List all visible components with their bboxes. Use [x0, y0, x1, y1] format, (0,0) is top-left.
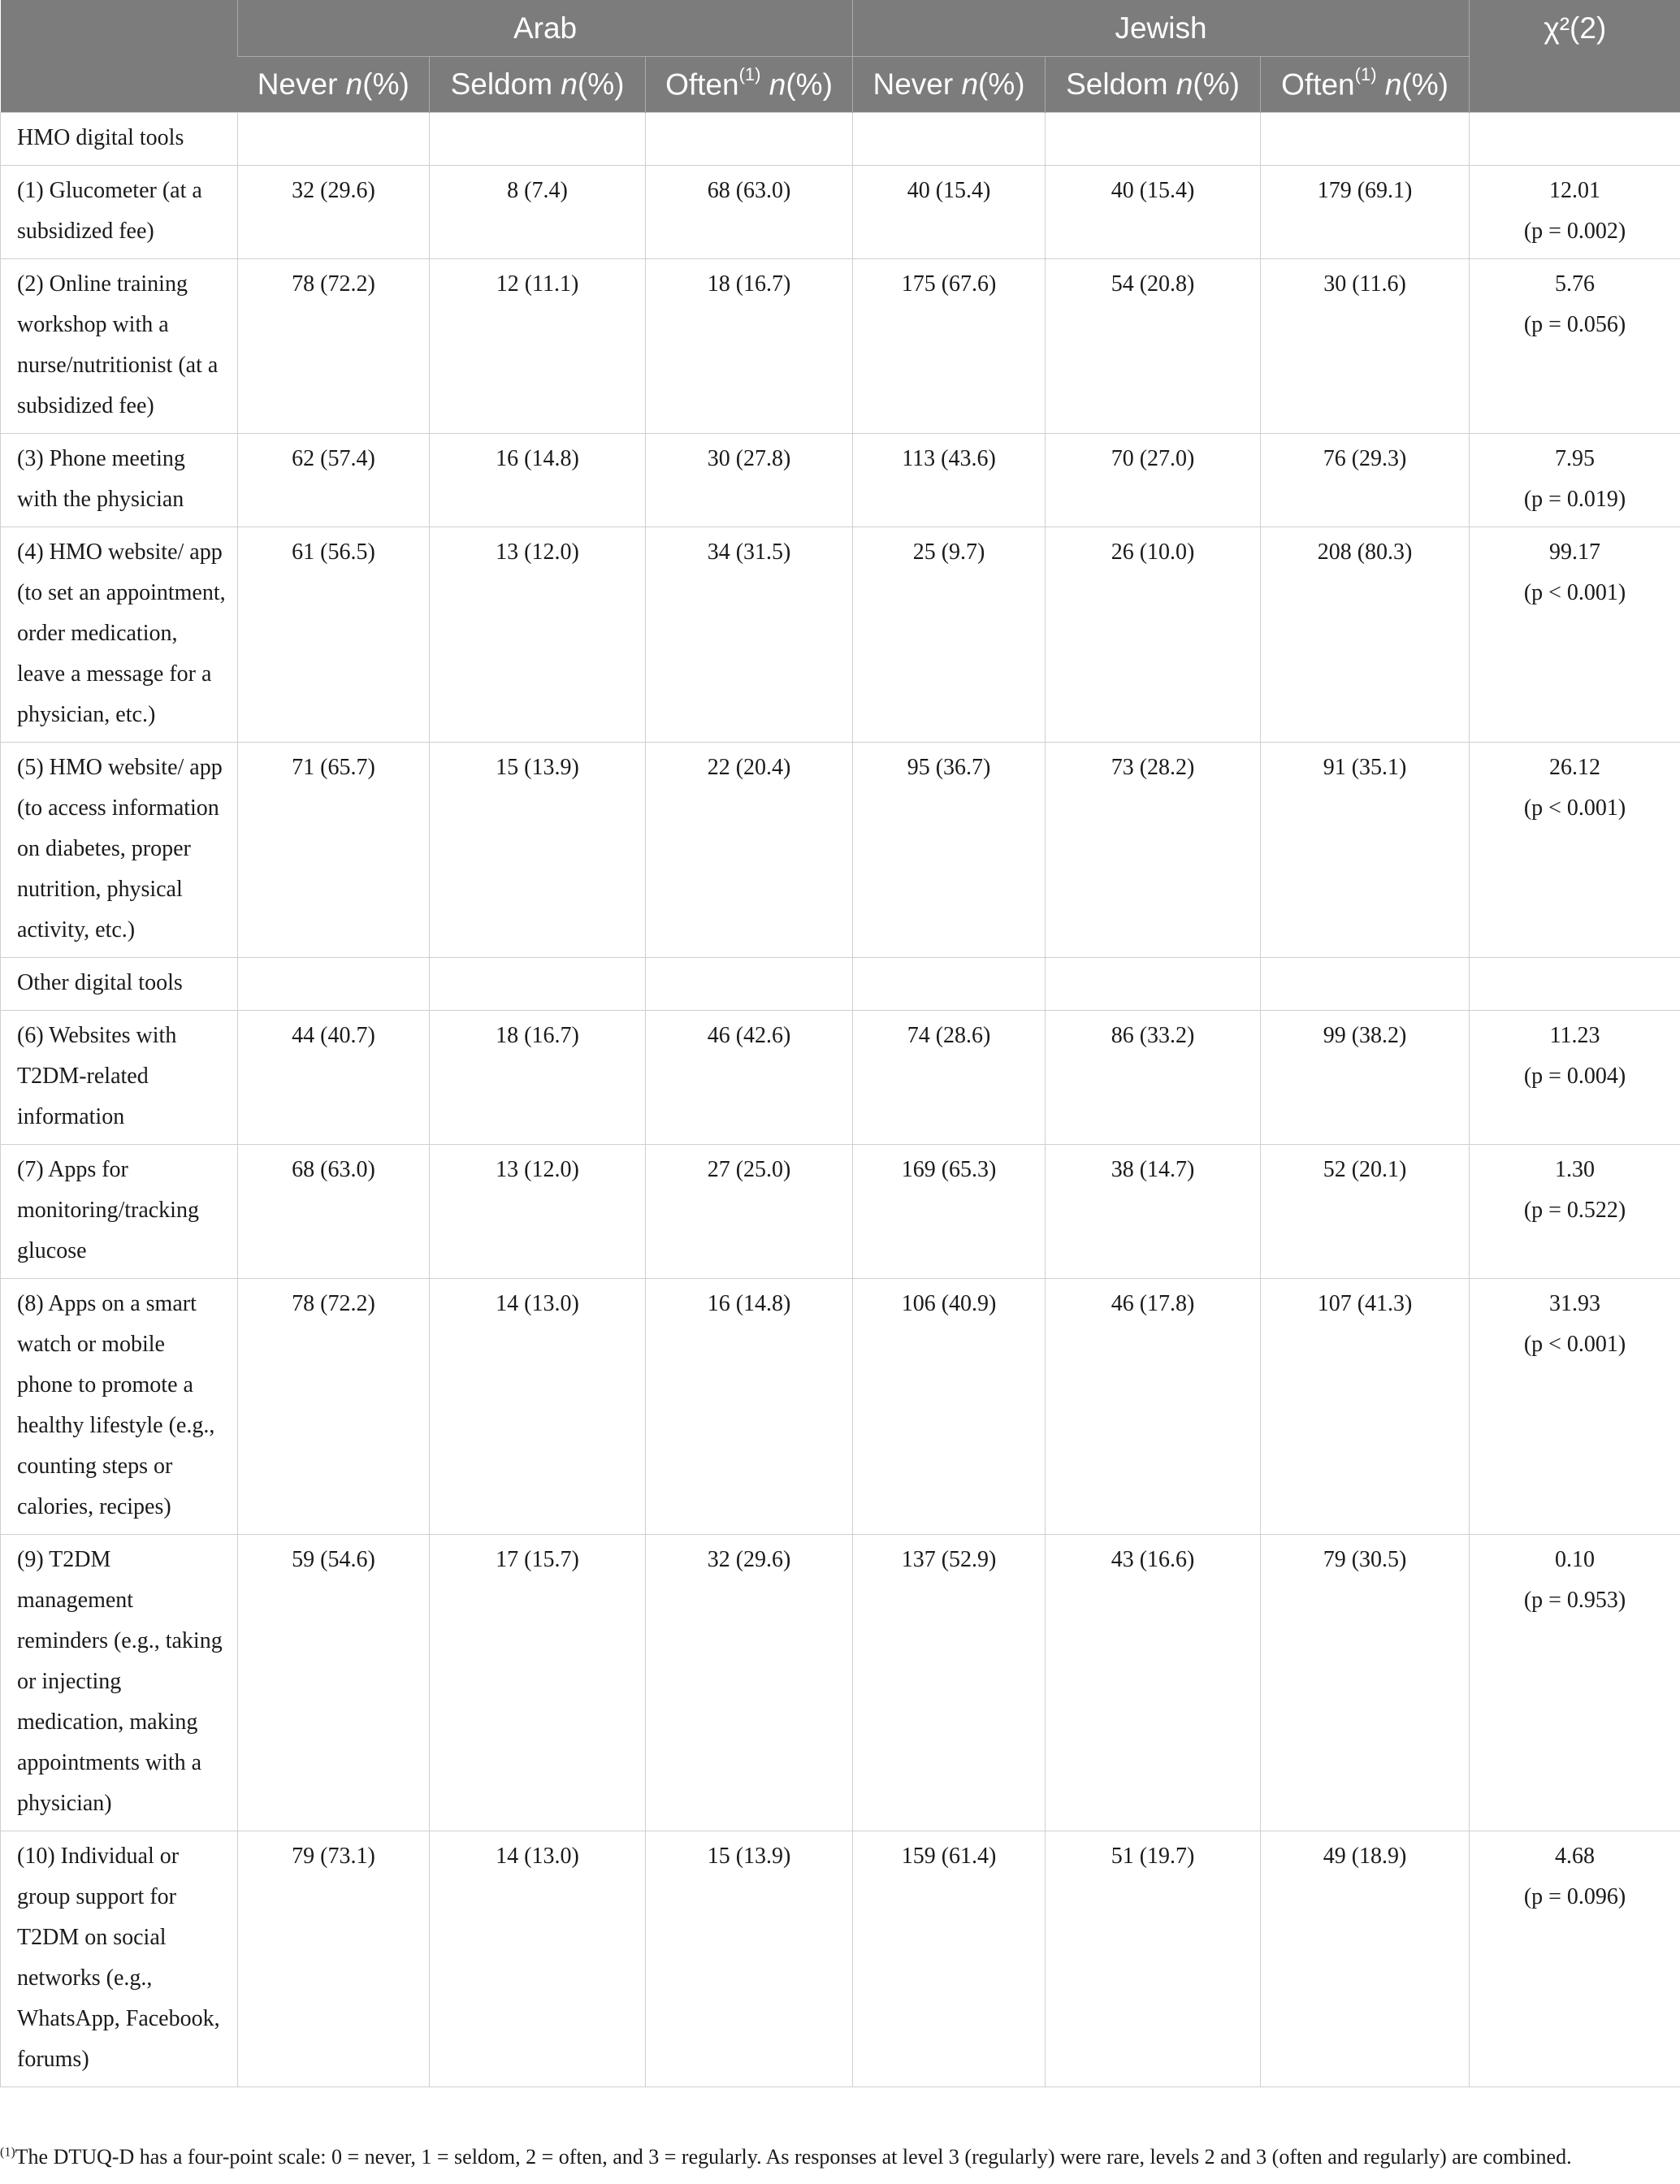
- header-col-often-arab: [646, 57, 853, 113]
- value-cell: 46 (42.6): [646, 1011, 853, 1145]
- value-cell: 32 (29.6): [238, 166, 430, 259]
- n-label: n: [1384, 67, 1402, 102]
- header-chi-square: χ²(2): [1470, 0, 1680, 57]
- p-value: (p = 0.522): [1523, 1198, 1626, 1223]
- value-cell: 74 (28.6): [853, 1011, 1046, 1145]
- table-row: [1, 166, 1680, 259]
- chi-square-cell: [1470, 259, 1680, 434]
- section-row: [1, 113, 1680, 166]
- value-cell: 14 (13.0): [430, 1279, 646, 1535]
- table-row: [1, 434, 1680, 527]
- table-row: [1, 1279, 1680, 1535]
- empty-cell: [1046, 113, 1261, 166]
- header-col-never-arab: [238, 57, 430, 113]
- chi-square-cell: [1470, 743, 1680, 958]
- n-label: n: [769, 67, 786, 102]
- pct-label: (%): [786, 67, 833, 102]
- value-cell: 76 (29.3): [1261, 434, 1470, 527]
- col-name: Never: [872, 67, 954, 101]
- value-cell: 68 (63.0): [646, 166, 853, 259]
- chi-square-cell: [1470, 434, 1680, 527]
- p-value: (p = 0.004): [1523, 1064, 1626, 1089]
- value-cell: 61 (56.5): [238, 527, 430, 743]
- value-cell: 12 (11.1): [430, 259, 646, 434]
- chi-square-cell: [1470, 1011, 1680, 1145]
- value-cell: 106 (40.9): [853, 1279, 1046, 1535]
- col-name: Seldom: [1066, 67, 1168, 101]
- value-cell: 68 (63.0): [238, 1145, 430, 1279]
- value-cell: 169 (65.3): [853, 1145, 1046, 1279]
- row-label: (5) HMO website/ app (to access information on diabetes, proper nutrition, physical activity, etc.): [1, 743, 238, 958]
- value-cell: 46 (17.8): [1046, 1279, 1261, 1535]
- value-cell: 179 (69.1): [1261, 166, 1470, 259]
- value-cell: 79 (30.5): [1261, 1535, 1470, 1831]
- header-column-row: [1, 57, 1680, 113]
- chi-square-value: 5.76: [1555, 271, 1596, 297]
- value-cell: 51 (19.7): [1046, 1831, 1261, 2087]
- value-cell: 107 (41.3): [1261, 1279, 1470, 1535]
- value-cell: 86 (33.2): [1046, 1011, 1261, 1145]
- value-cell: 95 (36.7): [853, 743, 1046, 958]
- chi-square-value: 0.10: [1555, 1547, 1596, 1572]
- footnote-text: The DTUQ-D has a four-point scale: 0 = never, 1 = seldom, 2 = often, and 3 = regularly. As responses at level 3 (regularly) were rare, levels 2 and 3 (often and regularly) are combined.: [15, 2145, 1572, 2169]
- value-cell: 137 (52.9): [853, 1535, 1046, 1831]
- header-col-seldom-jewish: [1046, 57, 1261, 113]
- empty-cell: [646, 113, 853, 166]
- chi-square-value: 4.68: [1555, 1844, 1596, 1869]
- value-cell: 73 (28.2): [1046, 743, 1261, 958]
- p-value: (p = 0.056): [1523, 312, 1626, 337]
- value-cell: 71 (65.7): [238, 743, 430, 958]
- empty-cell: [646, 958, 853, 1011]
- col-name: Seldom: [450, 67, 553, 101]
- often-footnote-marker: (1): [1354, 63, 1377, 84]
- p-value: (p = 0.096): [1523, 1884, 1626, 1909]
- row-label: (8) Apps on a smart watch or mobile phone to promote a healthy lifestyle (e.g., counting steps or calories, recipes): [1, 1279, 238, 1535]
- value-cell: 43 (16.6): [1046, 1535, 1261, 1831]
- table-row: [1, 1535, 1680, 1831]
- section-row: [1, 958, 1680, 1011]
- value-cell: 44 (40.7): [238, 1011, 430, 1145]
- table-row: [1, 1831, 1680, 2087]
- value-cell: 52 (20.1): [1261, 1145, 1470, 1279]
- value-cell: 18 (16.7): [646, 259, 853, 434]
- header-col-seldom-arab: [430, 57, 646, 113]
- section-title: HMO digital tools: [1, 113, 238, 166]
- header-group-arab: Arab: [238, 0, 853, 57]
- value-cell: 18 (16.7): [430, 1011, 646, 1145]
- empty-cell: [1261, 958, 1470, 1011]
- row-label: (7) Apps for monitoring/tracking glucose: [1, 1145, 238, 1279]
- header-col-often-jewish: [1261, 57, 1470, 113]
- value-cell: 40 (15.4): [1046, 166, 1261, 259]
- chi-square-cell: [1470, 1831, 1680, 2087]
- footnote-marker: (1): [0, 2145, 15, 2160]
- col-name: Never: [257, 67, 338, 101]
- value-cell: 159 (61.4): [853, 1831, 1046, 2087]
- header-group-jewish: Jewish: [853, 0, 1470, 57]
- table-row: [1, 1145, 1680, 1279]
- value-cell: 34 (31.5): [646, 527, 853, 743]
- value-cell: 27 (25.0): [646, 1145, 853, 1279]
- value-cell: 13 (12.0): [430, 1145, 646, 1279]
- empty-cell: [1470, 113, 1680, 166]
- pct-label: (%): [1193, 67, 1240, 101]
- value-cell: 78 (72.2): [238, 259, 430, 434]
- value-cell: 22 (20.4): [646, 743, 853, 958]
- table-row: [1, 743, 1680, 958]
- empty-cell: [853, 113, 1046, 166]
- pct-label: (%): [362, 67, 409, 101]
- value-cell: 16 (14.8): [646, 1279, 853, 1535]
- value-cell: 40 (15.4): [853, 166, 1046, 259]
- value-cell: 25 (9.7): [853, 527, 1046, 743]
- value-cell: 26 (10.0): [1046, 527, 1261, 743]
- chi-square-value: 12.01: [1549, 178, 1601, 203]
- p-value: (p = 0.002): [1523, 219, 1626, 244]
- value-cell: 49 (18.9): [1261, 1831, 1470, 2087]
- header-col-never-jewish: [853, 57, 1046, 113]
- value-cell: 91 (35.1): [1261, 743, 1470, 958]
- chi-square-cell: [1470, 1535, 1680, 1831]
- table-row: [1, 259, 1680, 434]
- n-label: n: [961, 67, 979, 101]
- value-cell: 62 (57.4): [238, 434, 430, 527]
- n-label: n: [561, 67, 578, 101]
- pct-label: (%): [978, 67, 1025, 101]
- row-label: (3) Phone meeting with the physician: [1, 434, 238, 527]
- empty-cell: [238, 958, 430, 1011]
- p-value: (p = 0.953): [1523, 1588, 1626, 1613]
- value-cell: 59 (54.6): [238, 1535, 430, 1831]
- pct-label: (%): [577, 67, 625, 101]
- value-cell: 30 (27.8): [646, 434, 853, 527]
- value-cell: 32 (29.6): [646, 1535, 853, 1831]
- value-cell: 15 (13.9): [646, 1831, 853, 2087]
- value-cell: 15 (13.9): [430, 743, 646, 958]
- value-cell: 175 (67.6): [853, 259, 1046, 434]
- col-name: Often: [665, 67, 739, 102]
- empty-cell: [430, 113, 646, 166]
- empty-cell: [238, 113, 430, 166]
- table-footnote: [0, 2145, 1680, 2169]
- value-cell: 78 (72.2): [238, 1279, 430, 1535]
- chi-square-value: 1.30: [1555, 1157, 1596, 1182]
- empty-cell: [1046, 958, 1261, 1011]
- empty-cell: [1261, 113, 1470, 166]
- chi-square-value: 7.95: [1555, 446, 1596, 471]
- empty-cell: [1470, 958, 1680, 1011]
- row-label: (2) Online training workshop with a nurse/nutritionist (at a subsidized fee): [1, 259, 238, 434]
- often-footnote-marker: (1): [738, 63, 761, 84]
- value-cell: 30 (11.6): [1261, 259, 1470, 434]
- chi-square-cell: [1470, 527, 1680, 743]
- chi-square-value: 11.23: [1549, 1023, 1600, 1048]
- chi-square-cell: [1470, 166, 1680, 259]
- row-label: (4) HMO website/ app (to set an appointment, order medication, leave a message for a physician, etc.): [1, 527, 238, 743]
- table-header: [1, 0, 1680, 113]
- chi-square-value: 26.12: [1549, 755, 1601, 780]
- chi-square-cell: [1470, 1279, 1680, 1535]
- value-cell: 14 (13.0): [430, 1831, 646, 2087]
- empty-cell: [430, 958, 646, 1011]
- row-label: (1) Glucometer (at a subsidized fee): [1, 166, 238, 259]
- row-label: (6) Websites with T2DM-related information: [1, 1011, 238, 1145]
- table-row: [1, 527, 1680, 743]
- section-title: Other digital tools: [1, 958, 238, 1011]
- value-cell: 113 (43.6): [853, 434, 1046, 527]
- p-value: (p = 0.019): [1523, 487, 1626, 512]
- value-cell: 8 (7.4): [430, 166, 646, 259]
- chi-square-value: 99.17: [1549, 540, 1601, 565]
- table-row: [1, 1011, 1680, 1145]
- value-cell: 208 (80.3): [1261, 527, 1470, 743]
- col-name: Often: [1281, 67, 1355, 102]
- n-label: n: [1176, 67, 1193, 101]
- p-value: (p < 0.001): [1523, 795, 1626, 821]
- table-body: [1, 113, 1680, 2087]
- header-chi-blank: [1470, 57, 1680, 113]
- value-cell: 54 (20.8): [1046, 259, 1261, 434]
- row-label: (9) T2DM management reminders (e.g., taking or injecting medication, making appointments with a physician): [1, 1535, 238, 1831]
- p-value: (p < 0.001): [1523, 580, 1626, 605]
- value-cell: 13 (12.0): [430, 527, 646, 743]
- row-label: (10) Individual or group support for T2DM on social networks (e.g., WhatsApp, Facebook, forums): [1, 1831, 238, 2087]
- n-label: n: [345, 67, 363, 101]
- pct-label: (%): [1401, 67, 1448, 102]
- chi-square-value: 31.93: [1549, 1291, 1601, 1316]
- value-cell: 70 (27.0): [1046, 434, 1261, 527]
- value-cell: 38 (14.7): [1046, 1145, 1261, 1279]
- header-group-row: [1, 0, 1680, 57]
- value-cell: 17 (15.7): [430, 1535, 646, 1831]
- chi-square-cell: [1470, 1145, 1680, 1279]
- value-cell: 16 (14.8): [430, 434, 646, 527]
- header-blank-cell: [1, 0, 238, 113]
- value-cell: 79 (73.1): [238, 1831, 430, 2087]
- value-cell: 99 (38.2): [1261, 1011, 1470, 1145]
- empty-cell: [853, 958, 1046, 1011]
- p-value: (p < 0.001): [1523, 1332, 1626, 1357]
